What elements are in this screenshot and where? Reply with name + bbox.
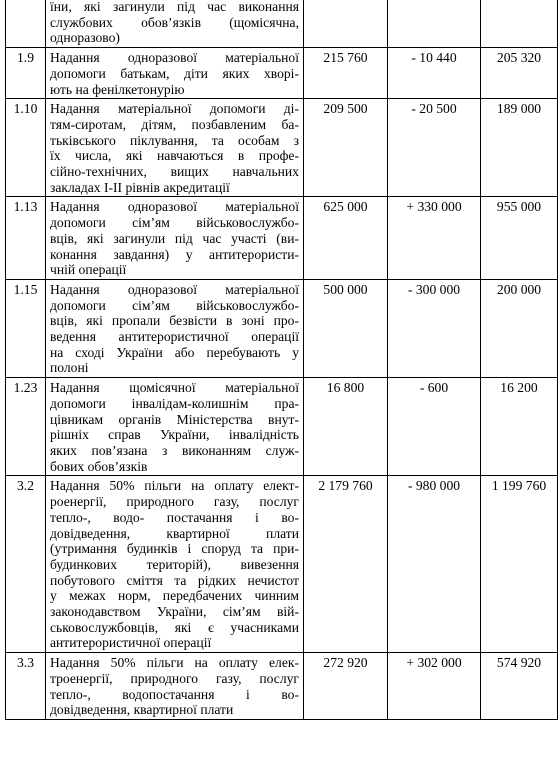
description-line: допомоги інвалідам-колишнім пра- [50, 395, 299, 411]
amount-change [388, 0, 481, 48]
amount-change: + 302 000 [388, 653, 481, 720]
amount-final: 574 920 [481, 653, 558, 720]
description-line: Надання щомісячної матеріальної [50, 380, 299, 396]
amount-initial: 2 179 760 [304, 476, 388, 653]
row-number [6, 0, 46, 48]
table-body [6, 0, 558, 719]
amount-final: 200 000 [481, 279, 558, 377]
description-line: допомоги батькам, діти яких хворі- [50, 65, 299, 81]
table-row [6, 653, 558, 720]
assistance-table [5, 0, 558, 720]
amount-change: - 300 000 [388, 279, 481, 377]
description-line: тепло-, водо- постачання і во- [50, 509, 299, 525]
description-line: троенергії, природного газу, послуг [50, 670, 299, 686]
description-line: на сході України або перебувають у [50, 344, 299, 360]
amount-final: 189 000 [481, 99, 558, 197]
row-description [46, 378, 304, 476]
amount-final: 955 000 [481, 197, 558, 280]
description-line: у межах норм, передбачених чинним [50, 588, 299, 604]
description-line: Надання матеріальної допомоги ді- [50, 101, 299, 117]
table-row [6, 99, 558, 197]
amount-final [481, 0, 558, 48]
amount-initial: 500 000 [304, 279, 388, 377]
amount-final: 205 320 [481, 48, 558, 99]
description-line: полоні [50, 360, 89, 376]
description-line: одноразово) [50, 30, 120, 46]
row-description [46, 279, 304, 377]
description-line: тьківського піклування, та особам з [50, 132, 299, 148]
row-number: 3.3 [6, 653, 46, 720]
description-line: будинкових територій), вивезення [50, 556, 299, 572]
amount-initial: 272 920 [304, 653, 388, 720]
table-row [6, 476, 558, 653]
description-line: роенергії, природного газу, послуг [50, 494, 299, 510]
description-line: вців, які пропали безвісти в зоні про- [50, 313, 299, 329]
amount-change: - 20 500 [388, 99, 481, 197]
description-line: Надання одноразової матеріальної [50, 199, 299, 215]
amount-final: 16 200 [481, 378, 558, 476]
amount-initial: 209 500 [304, 99, 388, 197]
table-row [6, 197, 558, 280]
description-line: їни, які загинули під час виконання [50, 0, 299, 14]
table-row [6, 0, 558, 48]
description-line: ськовослужбовців, які є учасниками [50, 619, 299, 635]
description-line: яких пов’язана з виконанням служ- [50, 442, 299, 458]
description-line: допомоги сім’ям військовослужбо- [50, 215, 299, 231]
row-description [46, 99, 304, 197]
description-line: Надання 50% пільги на оплату елек- [50, 655, 299, 671]
description-line: тепло-, водопостачання і во- [50, 686, 299, 702]
amount-initial: 16 800 [304, 378, 388, 476]
description-line: довідведення, квартирної плати [50, 702, 234, 718]
amount-initial [304, 0, 388, 48]
description-line: ведення антитерористичної операції [50, 329, 299, 345]
description-line: довідведення, квартирної плати [50, 525, 299, 541]
row-description [46, 476, 304, 653]
table-row [6, 48, 558, 99]
row-number: 1.9 [6, 48, 46, 99]
description-line: тям-сиротам, дітям, позбавленим ба- [50, 116, 299, 132]
amount-final: 1 199 760 [481, 476, 558, 653]
row-number: 1.10 [6, 99, 46, 197]
amount-change: - 600 [388, 378, 481, 476]
description-line: бових обов’язків [50, 458, 148, 474]
table-row [6, 279, 558, 377]
description-line: антитерористичної операції [50, 635, 212, 651]
description-line: Надання одноразової матеріальної [50, 281, 299, 297]
row-number: 1.23 [6, 378, 46, 476]
description-line: їх числа, які навчаються в профе- [50, 148, 299, 164]
description-line: вців, які загинули під час участі (ви- [50, 230, 299, 246]
row-number: 1.15 [6, 279, 46, 377]
description-line: конання завдання) у антитерористи- [50, 246, 299, 262]
row-number: 1.13 [6, 197, 46, 280]
description-line: чній операції [50, 262, 127, 278]
description-line: (утримання будинків і споруд та при- [50, 541, 299, 557]
description-line: законодавством України, сім’ям вій- [50, 604, 299, 620]
amount-change: - 980 000 [388, 476, 481, 653]
amount-initial: 215 760 [304, 48, 388, 99]
description-line: побутового сміття та рідких нечистот [50, 572, 299, 588]
description-line: службових обов’язків (щомісячна, [50, 14, 299, 30]
description-line: Надання одноразової матеріальної [50, 50, 299, 66]
description-line: Надання 50% пільги на оплату елект- [50, 478, 299, 494]
amount-change: + 330 000 [388, 197, 481, 280]
row-number: 3.2 [6, 476, 46, 653]
description-line: сійно-технічних, вищих навчальних [50, 164, 299, 180]
description-line: допомоги сім’ям військовослужбо- [50, 297, 299, 313]
amount-initial: 625 000 [304, 197, 388, 280]
description-line: рішніх справ України, інвалідність [50, 427, 299, 443]
row-description [46, 48, 304, 99]
description-line: ють на фенілкетонурію [50, 81, 185, 97]
row-description [46, 653, 304, 720]
row-description [46, 197, 304, 280]
description-line: цівникам органів Міністерства внут- [50, 411, 299, 427]
row-description [46, 0, 304, 48]
table-row [6, 378, 558, 476]
description-line: закладах І-ІІ рівнів акредитації [50, 179, 230, 195]
amount-change: - 10 440 [388, 48, 481, 99]
